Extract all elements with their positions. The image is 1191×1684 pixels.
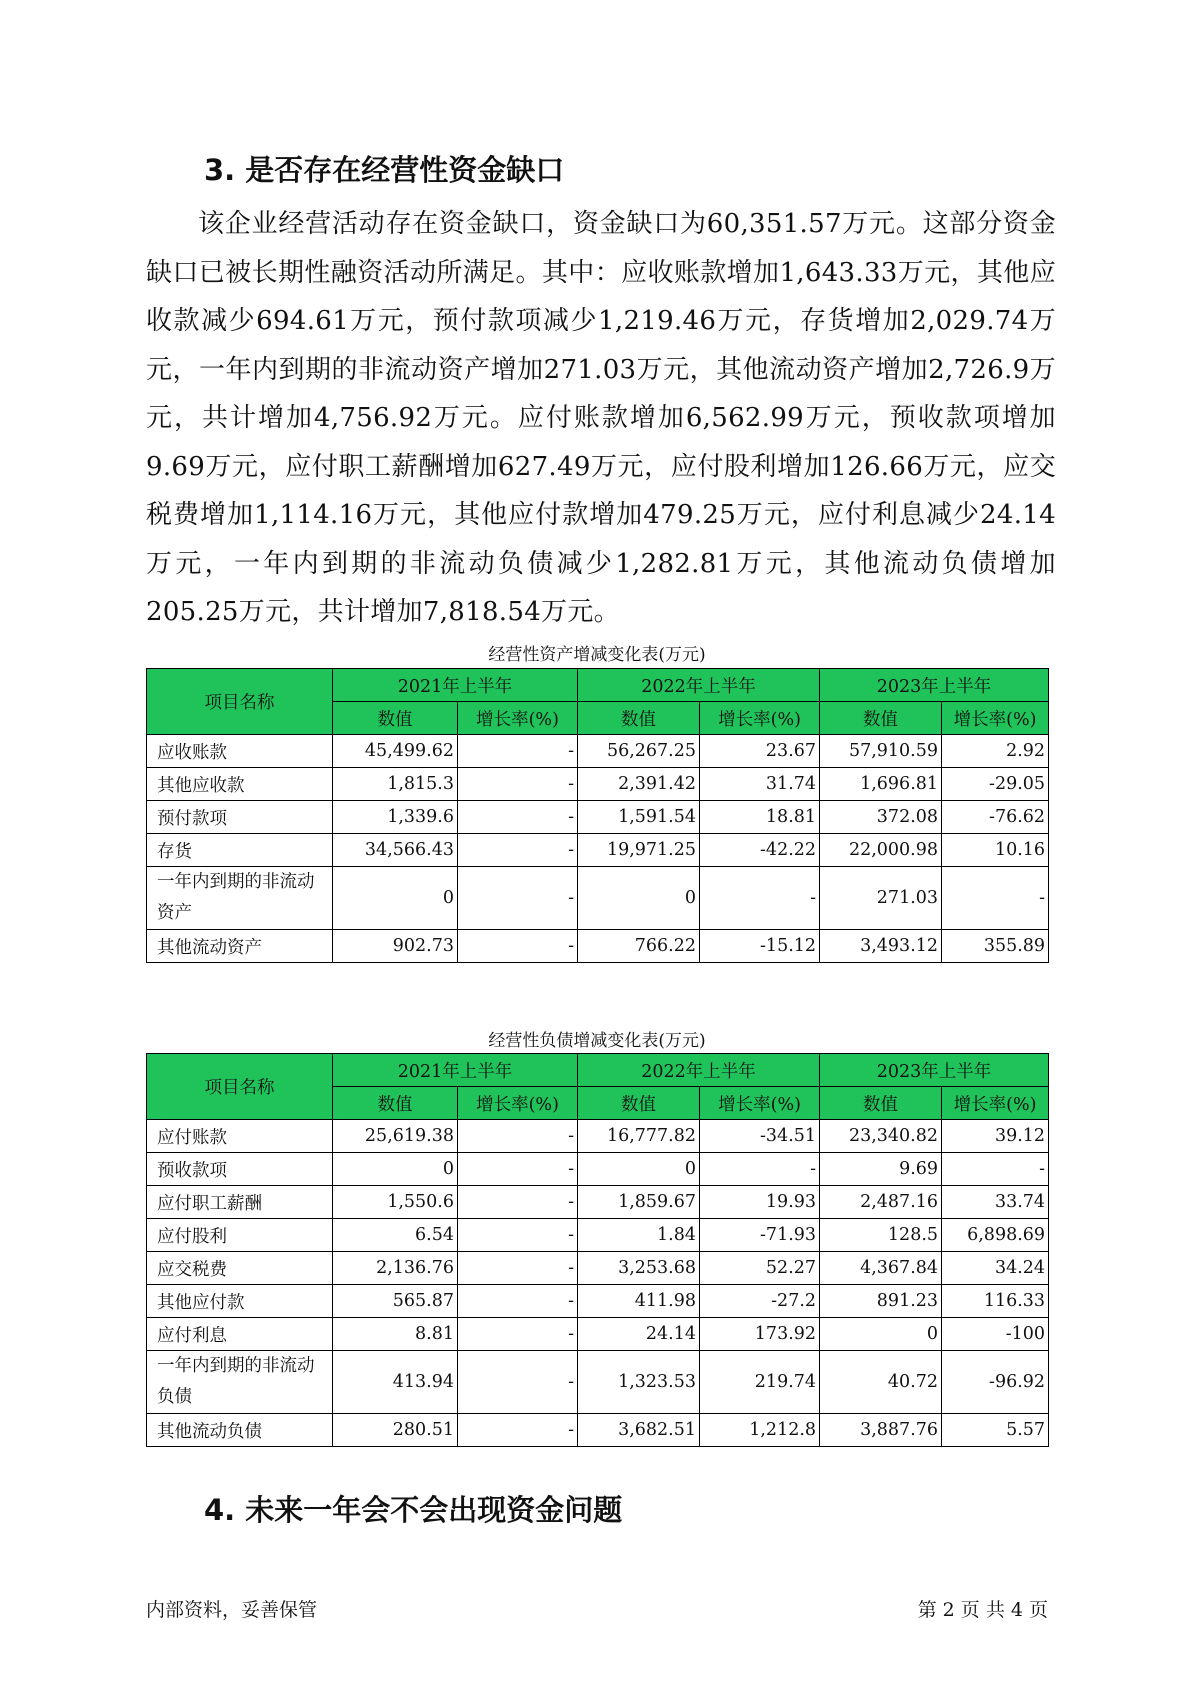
header-rate: 增长率(%) xyxy=(458,702,578,735)
header-value: 数值 xyxy=(578,702,700,735)
growth-rate-cell: - xyxy=(458,735,578,768)
header-value: 数值 xyxy=(333,1087,458,1120)
header-rate: 增长率(%) xyxy=(458,1087,578,1120)
footer-page-number: 第 2 页 共 4 页 xyxy=(917,1599,1048,1621)
section-3-title: 3. 是否存在经营性资金缺口 xyxy=(204,153,565,187)
growth-rate-cell: 34.24 xyxy=(942,1252,1049,1285)
section-3-paragraph: 该企业经营活动存在资金缺口，资金缺口为60,351.57万元。这部分资金缺口已被长期性融资活动所满足。其中：应收账款增加1,643.33万元，其他应收款减少694.61万元，预付款项减少1,219.46万元，存货增加2,029.74万元，一年内到期的非流动资产增加271.03万元，其他流动资产增加2,726.9万元，共计增加4,756.92万元。应付账款增加6,562.99万元，预收款项增加9.69万元，应付职工薪酬增加627.49万元，应付股利增加126.66万元，应交税费增加1,114.16万元，其他应付款增加479.25万元，应付利息减少24.14万元，一年内到期的非流动负债减少1,282.81万元，其他流动负债增加205.25万元，共计增加7,818.54万元。 xyxy=(146,209,1056,627)
growth-rate-cell: 5.57 xyxy=(942,1414,1049,1447)
value-cell: 1,815.3 xyxy=(333,768,458,801)
value-cell: 1,859.67 xyxy=(578,1186,700,1219)
value-cell: 1,550.6 xyxy=(333,1186,458,1219)
growth-rate-cell: - xyxy=(458,1318,578,1351)
value-cell: 0 xyxy=(578,1153,700,1186)
row-label: 应付利息 xyxy=(147,1318,333,1351)
growth-rate-cell: 18.81 xyxy=(700,801,820,834)
value-cell: 271.03 xyxy=(820,867,942,930)
value-cell: 1,591.54 xyxy=(578,801,700,834)
growth-rate-cell: - xyxy=(942,867,1049,930)
growth-rate-cell: 23.67 xyxy=(700,735,820,768)
row-label: 一年内到期的非流动负债 xyxy=(147,1351,333,1414)
growth-rate-cell: -96.92 xyxy=(942,1351,1049,1414)
growth-rate-cell: - xyxy=(458,1252,578,1285)
growth-rate-cell: - xyxy=(458,1120,578,1153)
table-row xyxy=(147,801,1049,834)
value-cell: 902.73 xyxy=(333,930,458,963)
growth-rate-cell: -27.2 xyxy=(700,1285,820,1318)
header-value: 数值 xyxy=(578,1087,700,1120)
growth-rate-cell: -34.51 xyxy=(700,1120,820,1153)
row-label: 其他流动资产 xyxy=(147,930,333,963)
footer-confidential-note: 内部资料，妥善保管 xyxy=(146,1599,318,1621)
growth-rate-cell: 52.27 xyxy=(700,1252,820,1285)
value-cell: 128.5 xyxy=(820,1219,942,1252)
growth-rate-cell: - xyxy=(458,867,578,930)
growth-rate-cell: - xyxy=(700,867,820,930)
row-label: 其他应收款 xyxy=(147,768,333,801)
growth-rate-cell: - xyxy=(458,1414,578,1447)
header-period-2022: 2022年上半年 xyxy=(578,1054,820,1087)
value-cell: 411.98 xyxy=(578,1285,700,1318)
growth-rate-cell: -100 xyxy=(942,1318,1049,1351)
header-value: 数值 xyxy=(333,702,458,735)
value-cell: 565.87 xyxy=(333,1285,458,1318)
header-period-2023: 2023年上半年 xyxy=(820,669,1049,702)
header-value: 数值 xyxy=(820,1087,942,1120)
value-cell: 19,971.25 xyxy=(578,834,700,867)
value-cell: 2,136.76 xyxy=(333,1252,458,1285)
row-label: 应付股利 xyxy=(147,1219,333,1252)
growth-rate-cell: - xyxy=(458,1186,578,1219)
growth-rate-cell: - xyxy=(458,1351,578,1414)
value-cell: 3,682.51 xyxy=(578,1414,700,1447)
growth-rate-cell: - xyxy=(458,1153,578,1186)
value-cell: 2,487.16 xyxy=(820,1186,942,1219)
value-cell: 3,253.68 xyxy=(578,1252,700,1285)
value-cell: 372.08 xyxy=(820,801,942,834)
value-cell: 25,619.38 xyxy=(333,1120,458,1153)
growth-rate-cell: -29.05 xyxy=(942,768,1049,801)
value-cell: 4,367.84 xyxy=(820,1252,942,1285)
growth-rate-cell: 39.12 xyxy=(942,1120,1049,1153)
value-cell: 2,391.42 xyxy=(578,768,700,801)
asset-change-table xyxy=(146,668,1049,963)
table-row xyxy=(147,1414,1049,1447)
growth-rate-cell: 355.89 xyxy=(942,930,1049,963)
growth-rate-cell: -42.22 xyxy=(700,834,820,867)
growth-rate-cell: 6,898.69 xyxy=(942,1219,1049,1252)
value-cell: 766.22 xyxy=(578,930,700,963)
growth-rate-cell: - xyxy=(458,930,578,963)
table-row xyxy=(147,1318,1049,1351)
value-cell: 0 xyxy=(820,1318,942,1351)
header-rate: 增长率(%) xyxy=(700,702,820,735)
value-cell: 6.54 xyxy=(333,1219,458,1252)
row-label: 应付职工薪酬 xyxy=(147,1186,333,1219)
row-label: 一年内到期的非流动资产 xyxy=(147,867,333,930)
table-row xyxy=(147,1285,1049,1318)
value-cell: 1,323.53 xyxy=(578,1351,700,1414)
row-label: 其他流动负债 xyxy=(147,1414,333,1447)
table-row xyxy=(147,735,1049,768)
table-row xyxy=(147,768,1049,801)
value-cell: 56,267.25 xyxy=(578,735,700,768)
value-cell: 24.14 xyxy=(578,1318,700,1351)
value-cell: 1,696.81 xyxy=(820,768,942,801)
value-cell: 34,566.43 xyxy=(333,834,458,867)
value-cell: 891.23 xyxy=(820,1285,942,1318)
value-cell: 23,340.82 xyxy=(820,1120,942,1153)
header-item-name: 项目名称 xyxy=(147,1054,333,1120)
table-row xyxy=(147,834,1049,867)
value-cell: 1,339.6 xyxy=(333,801,458,834)
header-rate: 增长率(%) xyxy=(942,702,1049,735)
table-row xyxy=(147,1351,1049,1414)
growth-rate-cell: 33.74 xyxy=(942,1186,1049,1219)
table-row xyxy=(147,1186,1049,1219)
value-cell: 3,887.76 xyxy=(820,1414,942,1447)
value-cell: 413.94 xyxy=(333,1351,458,1414)
growth-rate-cell: - xyxy=(458,801,578,834)
row-label: 应收账款 xyxy=(147,735,333,768)
asset-table-caption: 经营性资产增减变化表(万元) xyxy=(488,645,706,665)
value-cell: 22,000.98 xyxy=(820,834,942,867)
value-cell: 57,910.59 xyxy=(820,735,942,768)
growth-rate-cell: - xyxy=(458,1285,578,1318)
header-rate: 增长率(%) xyxy=(700,1087,820,1120)
value-cell: 0 xyxy=(578,867,700,930)
value-cell: 16,777.82 xyxy=(578,1120,700,1153)
value-cell: 45,499.62 xyxy=(333,735,458,768)
section-4-title: 4. 未来一年会不会出现资金问题 xyxy=(204,1493,623,1527)
growth-rate-cell: 10.16 xyxy=(942,834,1049,867)
growth-rate-cell: - xyxy=(700,1153,820,1186)
table-row xyxy=(147,1219,1049,1252)
value-cell: 0 xyxy=(333,867,458,930)
growth-rate-cell: 31.74 xyxy=(700,768,820,801)
table-row xyxy=(147,1120,1049,1153)
row-label: 存货 xyxy=(147,834,333,867)
table-row xyxy=(147,930,1049,963)
asset-table-body xyxy=(147,735,1049,963)
value-cell: 1.84 xyxy=(578,1219,700,1252)
header-period-2022: 2022年上半年 xyxy=(578,669,820,702)
growth-rate-cell: 116.33 xyxy=(942,1285,1049,1318)
growth-rate-cell: - xyxy=(458,768,578,801)
growth-rate-cell: 219.74 xyxy=(700,1351,820,1414)
value-cell: 8.81 xyxy=(333,1318,458,1351)
value-cell: 9.69 xyxy=(820,1153,942,1186)
header-item-name: 项目名称 xyxy=(147,669,333,735)
table-row xyxy=(147,1252,1049,1285)
growth-rate-cell: 173.92 xyxy=(700,1318,820,1351)
growth-rate-cell: - xyxy=(942,1153,1049,1186)
row-label: 应付账款 xyxy=(147,1120,333,1153)
growth-rate-cell: -71.93 xyxy=(700,1219,820,1252)
table-row xyxy=(147,867,1049,930)
growth-rate-cell: -15.12 xyxy=(700,930,820,963)
growth-rate-cell: - xyxy=(458,1219,578,1252)
value-cell: 40.72 xyxy=(820,1351,942,1414)
row-label: 预收款项 xyxy=(147,1153,333,1186)
header-period-2021: 2021年上半年 xyxy=(333,1054,578,1087)
value-cell: 280.51 xyxy=(333,1414,458,1447)
value-cell: 3,493.12 xyxy=(820,930,942,963)
row-label: 应交税费 xyxy=(147,1252,333,1285)
header-period-2021: 2021年上半年 xyxy=(333,669,578,702)
header-period-2023: 2023年上半年 xyxy=(820,1054,1049,1087)
value-cell: 0 xyxy=(333,1153,458,1186)
header-rate: 增长率(%) xyxy=(942,1087,1049,1120)
row-label: 预付款项 xyxy=(147,801,333,834)
row-label: 其他应付款 xyxy=(147,1285,333,1318)
growth-rate-cell: 19.93 xyxy=(700,1186,820,1219)
liability-table-body xyxy=(147,1120,1049,1447)
growth-rate-cell: - xyxy=(458,834,578,867)
liability-table-caption: 经营性负债增减变化表(万元) xyxy=(488,1031,706,1051)
table-row xyxy=(147,1153,1049,1186)
growth-rate-cell: 2.92 xyxy=(942,735,1049,768)
liability-change-table xyxy=(146,1053,1049,1447)
growth-rate-cell: 1,212.8 xyxy=(700,1414,820,1447)
header-value: 数值 xyxy=(820,702,942,735)
growth-rate-cell: -76.62 xyxy=(942,801,1049,834)
